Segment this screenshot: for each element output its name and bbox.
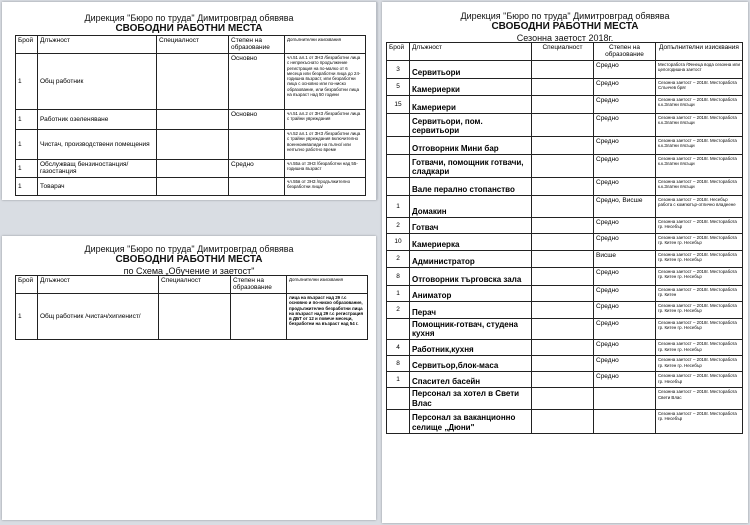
row-requirements: чл.55в от ЗНЗ /продължително безработни лица/: [285, 177, 366, 195]
announcement-header-2: [2, 244, 376, 276]
header-position: Длъжност: [38, 276, 159, 294]
row-requirements: Сезонна заетост – 2018г. Месторабота к.к.Златни пясъци: [656, 113, 743, 136]
announcement-line-1: Дирекция "Бюро по труда" Димитровград обявява: [84, 13, 294, 23]
header-count: Брой: [387, 43, 410, 61]
table-row: [16, 159, 366, 177]
row-specialty: [532, 78, 594, 95]
row-education: Средно: [594, 233, 656, 250]
header-specialty: Специалност: [532, 43, 594, 61]
row-position: Администратор: [410, 250, 532, 267]
header-count: Брой: [16, 276, 38, 294]
row-education: Висше: [594, 250, 656, 267]
row-specialty: [532, 356, 594, 372]
row-requirements: Сезонна заетост – 2018г. Месторабота гр. Несебър: [656, 217, 743, 233]
table-row: [387, 250, 743, 267]
document-page-2: [2, 236, 376, 520]
row-count: [387, 136, 410, 154]
row-education: Средно: [594, 285, 656, 301]
table-row: [387, 301, 743, 318]
row-specialty: [532, 340, 594, 356]
row-count: 3: [387, 60, 410, 78]
row-education: Средно: [594, 340, 656, 356]
table-row: [387, 340, 743, 356]
row-requirements: чл.51 ал.1 от ЗНЗ /безработни лица с непрекъснато продължение регистрация на по-малко от 6 месеца или безработни лица до 24-годишна възраст, или безработни лица с основно или по-ниско образование, или безработни лица на възраст над 50 години: [285, 53, 366, 109]
row-specialty: [532, 301, 594, 318]
row-education: Средно: [594, 113, 656, 136]
row-position: Товарач: [38, 177, 157, 195]
row-requirements: Сезонна заетост – 2018г. Несебър работа с компютър-отлично владеене: [656, 195, 743, 217]
table-row: [387, 356, 743, 372]
row-position: Перач: [410, 301, 532, 318]
table-row: [387, 388, 743, 409]
row-education: Средно: [594, 217, 656, 233]
row-requirements: чл.55а от ЗНЗ /безработни над 55-годишна възраст: [285, 159, 366, 177]
row-position: Обслужващ бензиностанция/газостанция: [38, 159, 157, 177]
row-education: Основно: [229, 109, 285, 129]
row-count: 1: [16, 53, 38, 109]
row-requirements: Сезонна заетост – 2018г. Месторабота гр. Китен гр. Несебър: [656, 340, 743, 356]
table-row: [387, 136, 743, 154]
announcement-title-1: СВОБОДНИ РАБОТНИ МЕСТА: [115, 23, 263, 35]
row-requirements: Сезонна заетост – 2018г. Месторабота к.к.Златни пясъци: [656, 177, 743, 195]
row-requirements: Сезонна заетост – 2018г. Месторабота гр. Китен гр. Несебър: [656, 233, 743, 250]
row-specialty: [532, 409, 594, 433]
row-position: Отговорник Мини бар: [410, 136, 532, 154]
vacancies-table-3: [386, 42, 743, 434]
row-position: Персонал за хотел в Свети Влас: [410, 388, 532, 409]
row-requirements: Сезонна заетост – 2018г. Месторабота гр. Несебър: [656, 409, 743, 433]
row-specialty: [532, 177, 594, 195]
row-count: 8: [387, 267, 410, 285]
announcement-title-2: СВОБОДНИ РАБОТНИ МЕСТА: [115, 254, 263, 266]
row-requirements: Сезонна заетост – 2018г. Месторабота гр. Китен: [656, 285, 743, 301]
table-row: [387, 113, 743, 136]
table-row: [16, 293, 368, 339]
row-specialty: [532, 388, 594, 409]
table-row: [387, 372, 743, 388]
row-count: 1: [16, 293, 38, 339]
row-position: Персонал за ваканционно селище „Дюни": [410, 409, 532, 433]
row-requirements: Сезонна заетост – 2018г. Месторабота к.к.Златни пясъци: [656, 136, 743, 154]
row-position: Готвач: [410, 217, 532, 233]
row-education: Средно: [594, 78, 656, 95]
header-requirements: Допълнителни изисквания: [287, 276, 368, 294]
row-count: 1: [387, 195, 410, 217]
row-count: 2: [387, 301, 410, 318]
table-row: [387, 233, 743, 250]
row-education: [594, 409, 656, 433]
row-position: Работник,кухня: [410, 340, 532, 356]
row-specialty: [157, 129, 229, 159]
row-specialty: [157, 109, 229, 129]
table-row: [387, 409, 743, 433]
row-education: Средно: [229, 159, 285, 177]
header-count: Брой: [16, 36, 38, 54]
row-education: [594, 388, 656, 409]
row-education: Средно: [594, 95, 656, 113]
row-requirements: Сезонна заетост – 2018г. Месторабота гр. Несебър: [656, 372, 743, 388]
row-position: Сервитьори, пом. сервитьори: [410, 113, 532, 136]
row-requirements: Сезонна заетост – 2018г. Месторабота Слънчев бряг: [656, 78, 743, 95]
row-count: [387, 113, 410, 136]
row-position: Аниматор: [410, 285, 532, 301]
row-count: 1: [16, 177, 38, 195]
row-education: [229, 177, 285, 195]
row-education: Средно: [594, 356, 656, 372]
table-row: [16, 177, 366, 195]
row-count: 1: [387, 285, 410, 301]
row-count: 2: [387, 217, 410, 233]
row-count: [387, 318, 410, 339]
row-education: Средно: [594, 318, 656, 339]
row-requirements: Сезонна заетост – 2018г. Месторабота Свети Влас: [656, 388, 743, 409]
row-education: Средно: [594, 301, 656, 318]
header-education: Степен на образование: [231, 276, 287, 294]
table-row: [387, 267, 743, 285]
row-specialty: [532, 60, 594, 78]
row-position: Камериерки: [410, 78, 532, 95]
row-specialty: [532, 136, 594, 154]
row-specialty: [532, 233, 594, 250]
row-specialty: [532, 267, 594, 285]
document-page-1: [2, 2, 377, 200]
table-row: [16, 53, 366, 109]
row-position: Сервитьор,блок-маса: [410, 356, 532, 372]
row-specialty: [532, 154, 594, 177]
table-header-row: [16, 36, 366, 54]
row-count: 1: [16, 109, 38, 129]
row-count: 5: [387, 78, 410, 95]
row-education: Средно: [594, 177, 656, 195]
announcement-title-3: СВОБОДНИ РАБОТНИ МЕСТА: [491, 21, 639, 33]
row-count: 1: [16, 159, 38, 177]
table-row: [387, 177, 743, 195]
row-specialty: [532, 285, 594, 301]
row-requirements: чл.52 ал.1 от ЗНЗ /безработни лица с трайни увреждания включително военноинвалиди на пълно/ или непълно работно време: [285, 129, 366, 159]
vacancies-table-2: [15, 275, 368, 340]
table-row: [387, 318, 743, 339]
row-count: 1: [16, 129, 38, 159]
row-specialty: [157, 159, 229, 177]
row-position: Камериерка: [410, 233, 532, 250]
row-specialty: [532, 95, 594, 113]
row-count: 2: [387, 250, 410, 267]
row-count: [387, 409, 410, 433]
row-specialty: [532, 250, 594, 267]
row-requirements: Месторабота /Фенеца вода сезонна или целогодишна заетост: [656, 60, 743, 78]
row-position: Вале перално стопанство: [410, 177, 532, 195]
row-position: Помощник-готвач, студена кухня: [410, 318, 532, 339]
row-education: Средно: [594, 136, 656, 154]
table-row: [387, 217, 743, 233]
header-position: Длъжност: [38, 36, 157, 54]
row-position: Работник озеленяване: [38, 109, 157, 129]
row-requirements: Сезонна заетост – 2018г. Месторабота к.к.Златни пясъци: [656, 154, 743, 177]
row-count: 10: [387, 233, 410, 250]
table-row: [16, 129, 366, 159]
row-requirements: лица на възраст над 29 г.с основно и по-ниско образование, продължително безработни лица на възраст над 29 г.с регистрация в ДБТ от 12 и повече месеци, безработни на възраст над 54 г.: [287, 293, 368, 339]
row-requirements: Сезонна заетост – 2018г. Месторабота к.к.Златни пясъци: [656, 95, 743, 113]
header-education: Степен на образование: [594, 43, 656, 61]
row-count: 8: [387, 356, 410, 372]
table-row: [16, 109, 366, 129]
row-specialty: [532, 318, 594, 339]
row-position: Домакин: [410, 195, 532, 217]
row-requirements: Сезонна заетост – 2018г. Месторабота гр. Китен гр. Несебър: [656, 356, 743, 372]
header-specialty: Специалност: [159, 276, 231, 294]
row-education: Средно: [594, 154, 656, 177]
announcement-subtitle-2: по Схема „Обучение и заетост": [123, 265, 255, 276]
row-position: Готвачи, помощник готвачи, сладкари: [410, 154, 532, 177]
header-specialty: Специалност: [157, 36, 229, 54]
table-row: [387, 95, 743, 113]
document-page-3: [382, 2, 748, 523]
row-requirements: Сезонна заетост – 2018г. Месторабота гр. Китен гр. Несебър: [656, 301, 743, 318]
table-row: [387, 195, 743, 217]
row-count: [387, 177, 410, 195]
row-requirements: Сезонна заетост – 2018г. Месторабота гр. Китен гр. Несебър: [656, 318, 743, 339]
announcement-line-1: Дирекция "Бюро по труда" Димитровград обявява: [84, 244, 294, 254]
row-position: Камериери: [410, 95, 532, 113]
row-count: [387, 388, 410, 409]
row-count: 1: [387, 372, 410, 388]
announcement-header-3: [382, 11, 748, 43]
table-header-row: [387, 43, 743, 61]
row-position: Общ работник: [38, 53, 157, 109]
row-position: Отговорник търговска зала: [410, 267, 532, 285]
row-requirements: чл.51 ал.2 от ЗНЗ /безработни лица с трайни увреждания: [285, 109, 366, 129]
row-position: Чистач, производствени помещения: [38, 129, 157, 159]
table-row: [387, 154, 743, 177]
row-specialty: [159, 293, 231, 339]
row-count: 4: [387, 340, 410, 356]
row-education: Средно, Висше: [594, 195, 656, 217]
header-requirements: Допълнителни изисквания: [656, 43, 743, 61]
table-row: [387, 60, 743, 78]
vacancies-table-1: [15, 35, 366, 196]
row-count: [387, 154, 410, 177]
row-education: Средно: [594, 60, 656, 78]
announcement-line-1: Дирекция "Бюро по труда" Димитровград обявява: [460, 11, 670, 21]
table-row: [387, 285, 743, 301]
header-position: Длъжност: [410, 43, 532, 61]
row-requirements: Сезонна заетост – 2018г. Месторабота гр. Китен гр. Несебър: [656, 250, 743, 267]
table-header-row: [16, 276, 368, 294]
header-education: Степен на образование: [229, 36, 285, 54]
table-body: [387, 60, 743, 433]
announcement-header-1: [2, 13, 376, 35]
header-requirements: Допълнителни изисквания: [285, 36, 366, 54]
row-position: Спасител басейн: [410, 372, 532, 388]
row-position: Сервитьори: [410, 60, 532, 78]
row-education: Средно: [594, 267, 656, 285]
row-education: Основно: [229, 53, 285, 109]
row-specialty: [157, 53, 229, 109]
row-specialty: [532, 372, 594, 388]
row-requirements: Сезонна заетост – 2018г. Месторабота гр. Китен гр. Несебър: [656, 267, 743, 285]
row-specialty: [532, 217, 594, 233]
row-specialty: [157, 177, 229, 195]
row-specialty: [532, 113, 594, 136]
table-row: [387, 78, 743, 95]
announcement-subtitle-3: Сезонна заетост 2018г.: [516, 32, 614, 43]
row-count: 15: [387, 95, 410, 113]
row-position: Общ работник /чистач/хигиенист/: [38, 293, 159, 339]
row-education: [231, 293, 287, 339]
row-education: Средно: [594, 372, 656, 388]
row-education: [229, 129, 285, 159]
row-specialty: [532, 195, 594, 217]
